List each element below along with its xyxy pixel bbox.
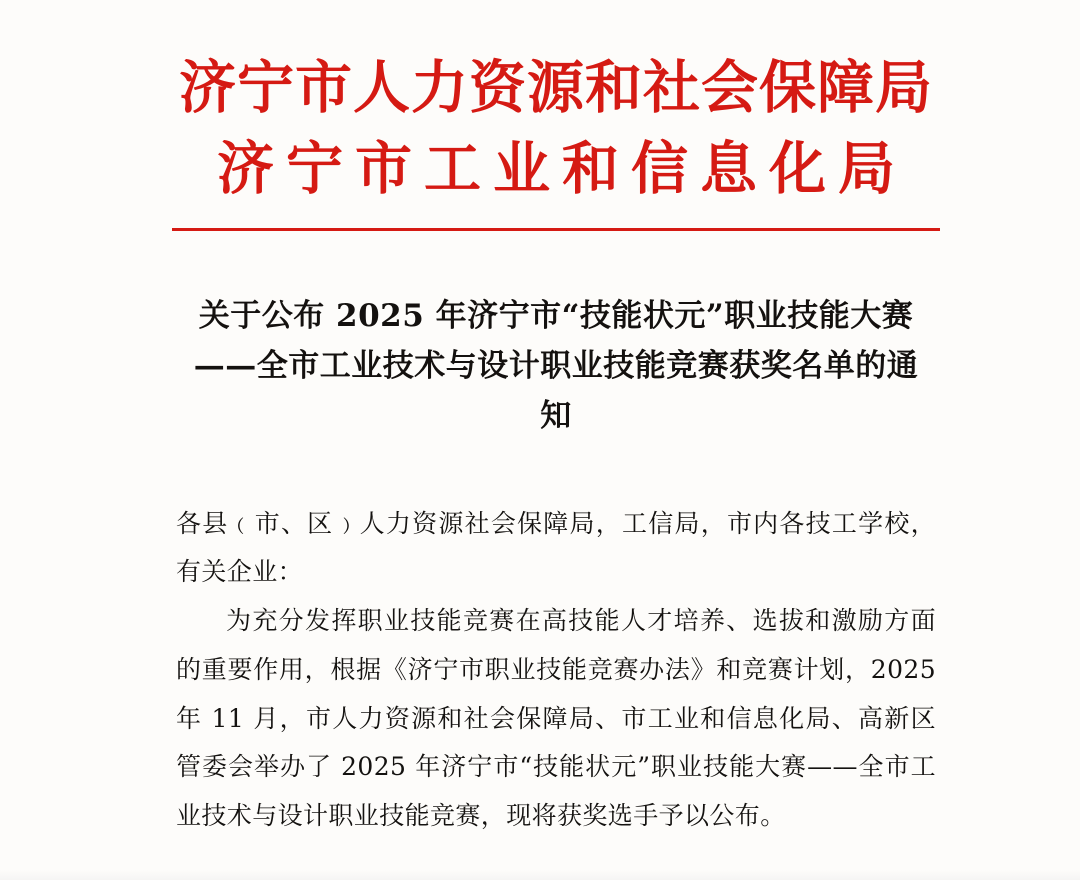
document-title: 关于公布 2025 年济宁市“技能状元”职业技能大赛——全市工业技术与设计职业技能竞赛获奖名单的通知	[193, 297, 919, 435]
letterhead-red-rule	[172, 228, 940, 231]
letterhead-line-1: 济宁市人力资源和社会保障局	[179, 54, 933, 121]
document-body	[176, 500, 936, 841]
letterhead	[172, 0, 940, 231]
recipient-line: 各县﹙市、区﹚人力资源社会保障局，工信局，市内各技工学校，有关企业：	[176, 508, 936, 587]
body-paragraph-1: 为充分发挥职业技能竞赛在高技能人才培养、选拔和激励方面的重要作用，根据《济宁市职业技能竞赛办法》和竞赛计划，2025 年 11 月，市人力资源和社会保障局、市工业和信息化局、高新区管委会举办了 2025 年济宁市“技能状元”职业技能大赛——全市工业技术与设计职业技能竞赛，现将获奖选手予以公布。	[176, 606, 936, 831]
page-content-area	[172, 0, 940, 880]
letterhead-line-2: 济宁市工业和信息化局	[217, 134, 907, 202]
